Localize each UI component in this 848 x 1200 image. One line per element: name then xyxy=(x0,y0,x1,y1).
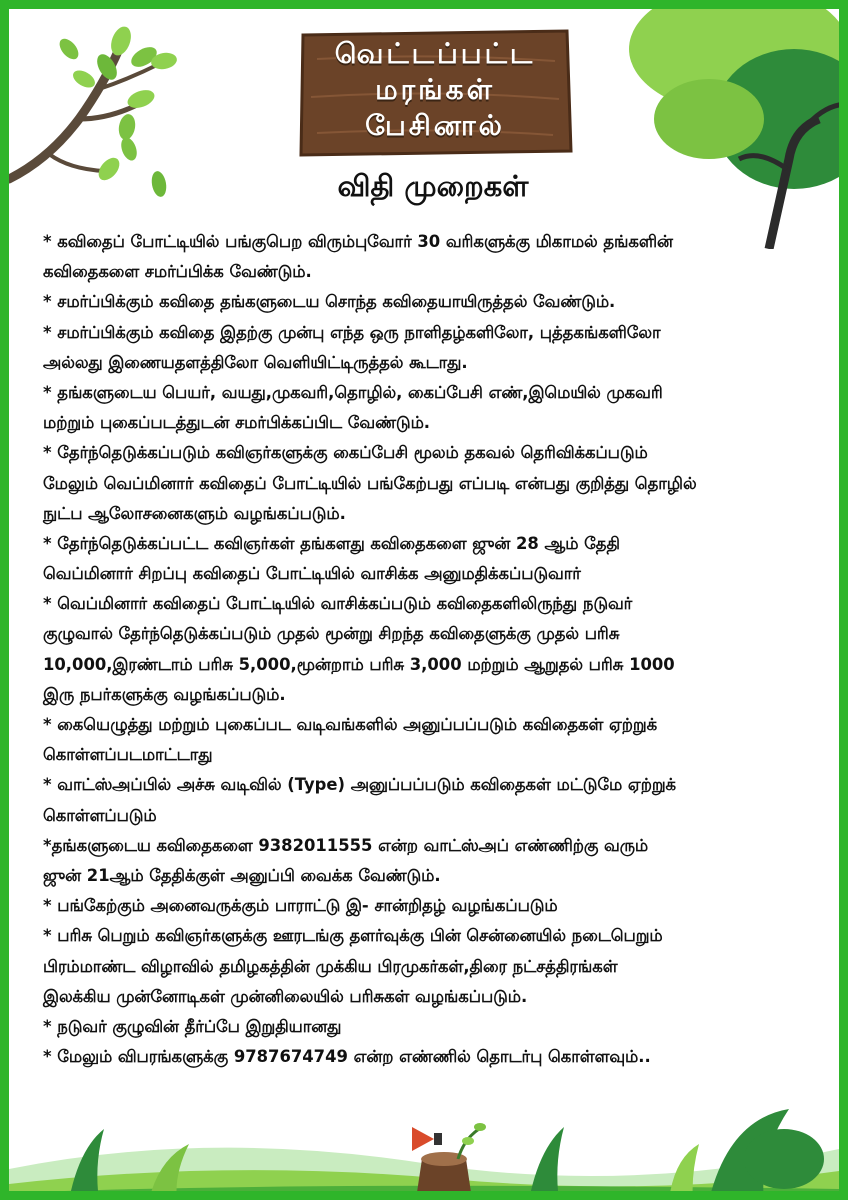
rule-line: * பரிசு பெறும் கவிஞர்களுக்கு ஊரடங்கு தளர்வுக்கு பின் சென்னையில் நடைபெறும் xyxy=(43,926,663,946)
rules-heading: விதி முறைகள் xyxy=(337,169,529,203)
sign-title-line-3: பேசினால் xyxy=(365,109,505,142)
rule-line: அல்லது இணையதளத்திலோ வெளியிட்டிருத்தல் கூடாது. xyxy=(43,352,468,372)
rule-line: பிரம்மாண்ட விழாவில் தமிழகத்தின் முக்கிய பிரமுகர்கள்,திரை நட்சத்திரங்கள் xyxy=(43,956,618,976)
rule-line: இலக்கிய முன்னோடிகள் முன்னிலையில் பரிசுகள் வழங்கப்படும். xyxy=(43,986,528,1006)
rule-line: * கையெழுத்து மற்றும் புகைப்பட வடிவங்களில் அனுப்பப்படும் கவிதைகள் ஏற்றுக் xyxy=(43,715,658,734)
rule-line: இரு நபர்களுக்கு வழங்கப்படும். xyxy=(43,684,286,704)
rule-line: வெப்மினார் சிறப்பு கவிதைப் போட்டியில் வாசிக்க அனுமதிக்கப்படுவார் xyxy=(43,564,581,584)
rule-line: ஜுன் 21ஆம் தேதிக்குள் அனுப்பி வைக்க வேண்டும். xyxy=(43,865,441,885)
rule-line: 10,000,இரண்டாம் பரிசு 5,000,மூன்றாம் பரிசு 3,000 மற்றும் ஆறுதல் பரிசு 1000 xyxy=(43,654,675,674)
rule-line: * தேர்ந்தெடுக்கப்படும் கவிஞர்களுக்கு கைப்பேசி மூலம் தகவல் தெரிவிக்கப்படும் xyxy=(43,443,648,463)
rule-line: *தங்களுடைய கவிதைகளை 9382011555 என்ற வாட்ஸ்அப் எண்ணிற்கு வரும் xyxy=(43,835,649,855)
rule-line: நுட்ப ஆலோசனைகளும் வழங்கப்படும். xyxy=(43,503,346,523)
rule-line: கவிதைகளை சமர்ப்பிக்க வேண்டும். xyxy=(43,262,312,282)
rule-line: * தேர்ந்தெடுக்கப்பட்ட கவிஞர்கள் தங்களது கவிதைகளை ஜுன் 28 ஆம் தேதி xyxy=(43,533,620,553)
rule-line: * மேலும் விபரங்களுக்கு 9787674749 என்ற எண்ணில் தொடர்பு கொள்ளவும்.. xyxy=(43,1047,651,1067)
rule-line: * வெப்மினார் கவிதைப் போட்டியில் வாசிக்கப்படும் கவிதைகளிலிருந்து நடுவர் xyxy=(43,594,633,614)
rule-line: கொள்ளப்படமாட்டாது xyxy=(43,745,213,765)
rule-line: * கவிதைப் போட்டியில் பங்குபெற விரும்புவோர் 30 வரிகளுக்கு மிகாமல் தங்களின் xyxy=(43,232,673,251)
tree-illustration xyxy=(619,9,848,249)
rule-line: * நடுவர் குழுவின் தீர்ப்பே இறுதியானது xyxy=(43,1016,342,1036)
sign-title-line-1: வெட்டப்பட்ட xyxy=(334,37,536,70)
rule-line: * சமர்ப்பிக்கும் கவிதை இதற்கு முன்பு எந்த ஒரு நாளிதழ்களிலோ, புத்தகங்களிலோ xyxy=(43,322,661,342)
rule-line: * பங்கேற்கும் அனைவருக்கும் பாராட்டு இ- சான்றிதழ் வழங்கப்படும் xyxy=(43,896,558,916)
rule-line: மேலும் வெப்மினார் கவிதைப் போட்டியில் பங்கேற்பது எப்படி என்பது குறித்து தொழில் xyxy=(43,473,697,493)
rule-line: மற்றும் புகைப்படத்துடன் சமர்பிக்கப்பிட வேண்டும். xyxy=(43,413,430,433)
tree-stump-megaphone-illustration xyxy=(404,1109,494,1199)
rule-line: குழுவால் தேர்ந்தெடுக்கப்படும் முதல் மூன்று சிறந்த கவிதைளுக்கு முதல் பரிசு xyxy=(43,624,620,644)
rule-line: * வாட்ஸ்அப்பில் அச்சு வடிவில் (Type) அனுப்பப்படும் கவிதைகள் மட்டுமே ஏற்றுக் xyxy=(43,775,677,795)
rules-list xyxy=(43,227,823,1072)
rule-line: * தங்களுடைய பெயர், வயது,முகவரி,தொழில், கைப்பேசி எண்,இமெயில் முகவரி xyxy=(43,382,663,402)
rule-line: * சமர்ப்பிக்கும் கவிதை தங்களுடைய சொந்த கவிதையாயிருத்தல் வேண்டும். xyxy=(43,292,616,312)
sign-title-line-2: மரங்கள் xyxy=(375,73,495,106)
rule-line: கொள்ளப்படும் xyxy=(43,805,157,825)
